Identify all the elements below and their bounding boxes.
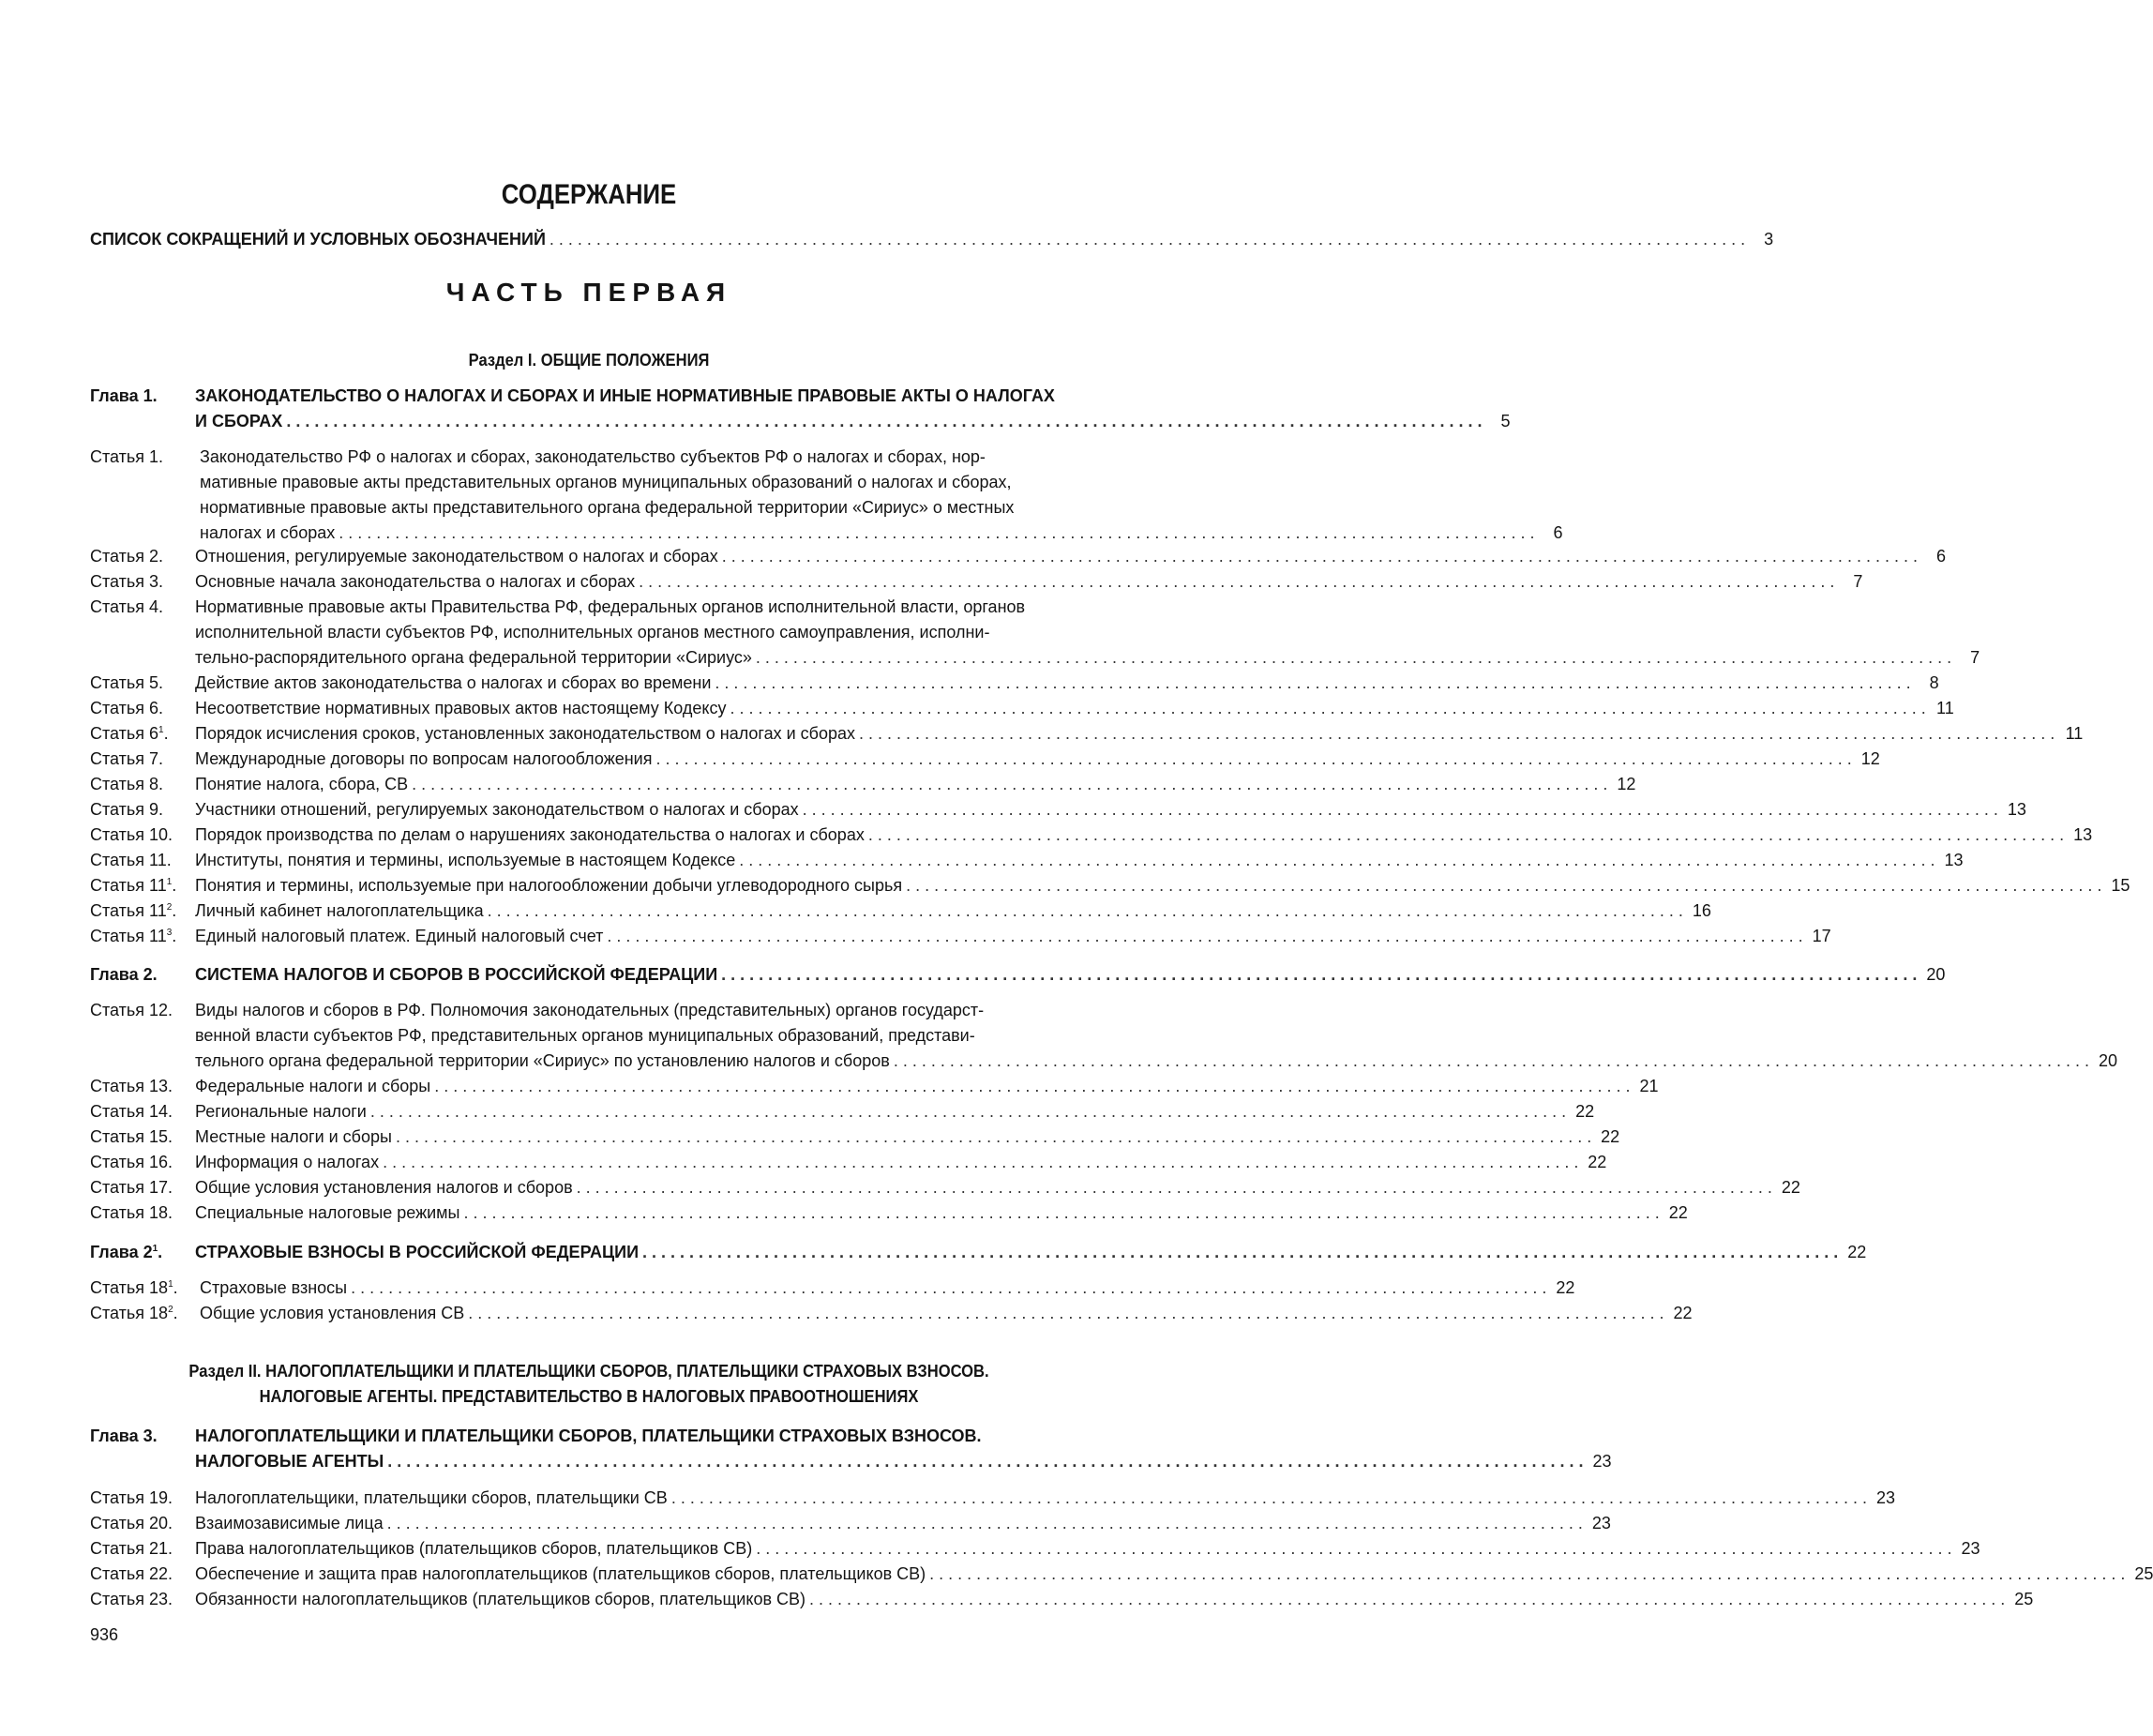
- entry-text: Местные налоги и сборы: [195, 1127, 392, 1146]
- page-ref: 8: [1929, 673, 1939, 692]
- article-label: Статья $11^3$.: [90, 927, 177, 945]
- toc-entry-article-11-1[interactable]: [90, 873, 2130, 898]
- leader-dots: [577, 1175, 1772, 1200]
- entry-text: Единый налоговый платеж. Единый налоговый счет: [195, 927, 604, 945]
- article-label: Статья 21.: [90, 1539, 173, 1558]
- entry-text: СПИСОК СОКРАЩЕНИЙ И УСЛОВНЫХ ОБОЗНАЧЕНИЙ: [90, 230, 546, 249]
- entry-text: Участники отношений, регулируемых законодательством о налогах и сборах: [195, 800, 799, 819]
- leader-dots: [464, 1200, 1660, 1226]
- article-label: Статья 12.: [90, 1001, 173, 1019]
- toc-entry-chapter-3[interactable]: [90, 1424, 1612, 1474]
- toc-entry-abbreviations[interactable]: [90, 227, 1774, 252]
- superscript: 1: [158, 725, 164, 735]
- leader-dots: [803, 797, 1998, 823]
- entry-text-line: Нормативные правовые акты Правительства РФ, федеральных органов исполнительной власти, органов: [195, 597, 1026, 616]
- page-ref: 6: [1553, 523, 1563, 542]
- article-label: Статья 8.: [90, 775, 164, 793]
- entry-text: Несоответствие нормативных правовых актов настоящему Кодексу: [195, 699, 727, 717]
- leader-dots: [396, 1125, 1591, 1150]
- toc-entry-article-6[interactable]: [90, 696, 1954, 721]
- leader-dots: [868, 823, 2064, 848]
- entry-text: Отношения, регулируемые законодательством о налогах и сборах: [195, 547, 718, 566]
- article-label: Статья 10.: [90, 825, 173, 844]
- page-ref: 22: [1847, 1243, 1867, 1261]
- page-ref: 22: [1668, 1203, 1688, 1222]
- page-ref: 7: [1970, 648, 1980, 667]
- entry-text: Федеральные налоги и сборы: [195, 1077, 431, 1095]
- toc-entry-article-9[interactable]: [90, 797, 2026, 823]
- page-ref: 12: [1617, 775, 1636, 793]
- section-heading-2: [130, 1359, 1048, 1410]
- toc-entry-article-11-2[interactable]: [90, 898, 1711, 924]
- article-label: Статья $18^2$.: [90, 1304, 178, 1322]
- toc-entry-article-16[interactable]: [90, 1150, 1607, 1175]
- article-label: Статья $18^1$.: [90, 1278, 178, 1297]
- leader-dots: [383, 1150, 1578, 1175]
- leader-dots: [642, 1240, 1838, 1265]
- entry-text: Налогоплательщики, плательщики сборов, плательщики СВ: [195, 1488, 668, 1507]
- toc-entry-article-13[interactable]: [90, 1074, 1659, 1099]
- toc-entry-article-11[interactable]: [90, 848, 1964, 873]
- superscript: 3: [166, 928, 173, 938]
- leader-dots: [929, 1562, 2125, 1587]
- entry-text: Информация о налогах: [195, 1153, 380, 1171]
- entry-text: Общие условия установления СВ: [200, 1304, 465, 1322]
- page-title: СОДЕРЖАНИЕ: [501, 179, 677, 210]
- page-ref: 21: [1639, 1077, 1659, 1095]
- chapter-label: Глава 1.: [90, 386, 158, 405]
- toc-entry-article-17[interactable]: [90, 1175, 1800, 1200]
- toc-entry-chapter-1[interactable]: [90, 384, 1511, 434]
- superscript: 1: [168, 1279, 173, 1290]
- toc-entry-article-6-1[interactable]: [90, 721, 2084, 747]
- leader-dots: [894, 1049, 2089, 1074]
- leader-dots: [370, 1099, 1566, 1125]
- page-ref: 13: [2007, 800, 2026, 819]
- leader-dots: [859, 721, 2055, 747]
- toc-entry-article-21[interactable]: [90, 1536, 1980, 1562]
- entry-text-line: мативные правовые акты представительных органов муниципальных образований о налогах и сборах,: [200, 473, 1012, 491]
- entry-text: Страховые взносы: [200, 1278, 348, 1297]
- leader-dots: [715, 671, 1910, 696]
- toc-entry-article-12[interactable]: [90, 998, 2118, 1074]
- section-heading-line: НАЛОГОВЫЕ АГЕНТЫ. ПРЕДСТАВИТЕЛЬСТВО В НАЛОГОВЫХ ПРАВООТНОШЕНИЯХ: [259, 1387, 919, 1406]
- toc-entry-article-1[interactable]: [90, 445, 1563, 546]
- leader-dots: [739, 848, 1935, 873]
- page-ref: 12: [1860, 749, 1880, 768]
- article-label: Статья 11.: [90, 851, 172, 869]
- entry-text: Общие условия установления налогов и сборов: [195, 1178, 573, 1197]
- page-ref: 11: [1936, 699, 1954, 717]
- leader-dots: [671, 1486, 1867, 1511]
- article-label: Статья 2.: [90, 547, 164, 566]
- entry-text: Институты, понятия и термины, используемые в настоящем Кодексе: [195, 851, 736, 869]
- toc-entry-article-20[interactable]: [90, 1511, 1611, 1536]
- entry-text: Взаимозависимые лица: [195, 1514, 384, 1532]
- article-label: Статья 6.: [90, 699, 164, 717]
- article-label: Статья $11^2$.: [90, 901, 177, 920]
- entry-text-line: налогах и сборах: [200, 523, 336, 542]
- entry-text: Региональные налоги: [195, 1102, 367, 1121]
- page-ref: 22: [1556, 1278, 1575, 1297]
- article-label: Статья 18.: [90, 1203, 173, 1222]
- article-label: Статья 5.: [90, 673, 164, 692]
- entry-text: Основные начала законодательства о налогах и сборах: [195, 572, 636, 591]
- leader-dots: [488, 898, 1683, 924]
- entry-text-line: НАЛОГОПЛАТЕЛЬЩИКИ И ПЛАТЕЛЬЩИКИ СБОРОВ, ПЛАТЕЛЬЩИКИ СТРАХОВЫХ ВЗНОСОВ.: [195, 1427, 982, 1445]
- leader-dots: [756, 1536, 1951, 1562]
- entry-text: Права налогоплательщиков (плательщиков сборов, плательщиков СВ): [195, 1539, 753, 1558]
- page-ref: 13: [2073, 825, 2093, 844]
- article-label: Статья 9.: [90, 800, 164, 819]
- article-label: Статья 1.: [90, 447, 164, 466]
- article-label: Статья $11^1$.: [90, 876, 177, 895]
- toc-entry-article-23[interactable]: [90, 1587, 2034, 1612]
- leader-dots: [721, 962, 1917, 988]
- page-ref: 15: [2111, 876, 2130, 895]
- entry-text-line: нормативные правовые акты представительного органа федеральной территории «Сириус» о местных: [200, 498, 1015, 517]
- article-label: Статья 15.: [90, 1127, 173, 1146]
- leader-dots: [607, 924, 1802, 949]
- page-ref: 22: [1673, 1304, 1693, 1322]
- page-ref: 7: [1853, 572, 1863, 591]
- article-label: Статья 16.: [90, 1153, 173, 1171]
- toc-entry-article-18-1[interactable]: [90, 1276, 1575, 1301]
- entry-text-line: Законодательство РФ о налогах и сборах, законодательство субъектов РФ о налогах и сборах, нор-: [200, 447, 986, 466]
- superscript: 2: [168, 1305, 173, 1315]
- superscript: 2: [166, 902, 173, 913]
- entry-text-line: венной власти субъектов РФ, представительных органов муниципальных образований, представи-: [195, 1026, 975, 1045]
- entry-text: Обязанности налогоплательщиков (плательщиков сборов, плательщиков СВ): [195, 1590, 806, 1608]
- toc-entry-article-18[interactable]: [90, 1200, 1688, 1226]
- leader-dots: [387, 1449, 1583, 1474]
- superscript: 1: [152, 1244, 158, 1254]
- leader-dots: [412, 772, 1607, 797]
- article-label: Статья 19.: [90, 1488, 173, 1507]
- page-ref: 25: [2014, 1590, 2034, 1608]
- toc-entry-article-7[interactable]: [90, 747, 1880, 772]
- entry-text: Личный кабинет налогоплательщика: [195, 901, 484, 920]
- page-ref: 5: [1500, 412, 1511, 430]
- toc-entry-article-5[interactable]: [90, 671, 1939, 696]
- entry-text: Порядок производства по делам о нарушениях законодательства о налогах и сборах: [195, 825, 865, 844]
- entry-text: Обеспечение и защита прав налогоплательщиков (плательщиков сборов, плательщиков СВ): [195, 1564, 926, 1583]
- toc-entry-article-2[interactable]: [90, 544, 1946, 569]
- page-ref: 17: [1812, 927, 1831, 945]
- toc-entry-chapter-2-1[interactable]: [90, 1240, 1867, 1265]
- page-ref: 16: [1692, 901, 1711, 920]
- leader-dots: [387, 1511, 1583, 1536]
- leader-dots: [434, 1074, 1630, 1099]
- entry-text: СИСТЕМА НАЛОГОВ И СБОРОВ В РОССИЙСКОЙ ФЕДЕРАЦИИ: [195, 965, 718, 984]
- toc-entry-article-22[interactable]: [90, 1562, 2153, 1587]
- page-ref: 22: [1575, 1102, 1595, 1121]
- chapter-label: Глава $2^1$.: [90, 1243, 163, 1261]
- entry-text: Международные договоры по вопросам налогообложения: [195, 749, 653, 768]
- page-ref: 3: [1764, 230, 1774, 249]
- entry-text: Специальные налоговые режимы: [195, 1203, 460, 1222]
- page-ref: 22: [1781, 1178, 1800, 1197]
- part-heading: ЧАСТЬ ПЕРВАЯ: [445, 278, 732, 307]
- section-heading-line: Раздел II. НАЛОГОПЛАТЕЛЬЩИКИ И ПЛАТЕЛЬЩИКИ СБОРОВ, ПЛАТЕЛЬЩИКИ СТРАХОВЫХ ВЗНОСОВ.: [188, 1362, 989, 1381]
- section-heading-1: Раздел I. ОБЩИЕ ПОЛОЖЕНИЯ: [468, 351, 710, 370]
- leader-dots: [550, 227, 1745, 252]
- leader-dots: [639, 569, 1834, 595]
- entry-text-line: НАЛОГОВЫЕ АГЕНТЫ: [195, 1452, 384, 1471]
- page-ref: 22: [1588, 1153, 1607, 1171]
- leader-dots: [286, 409, 1482, 434]
- toc-entry-article-15[interactable]: [90, 1125, 1620, 1150]
- page-ref: 23: [1591, 1514, 1611, 1532]
- entry-text: СТРАХОВЫЕ ВЗНОСЫ В РОССИЙСКОЙ ФЕДЕРАЦИИ: [195, 1243, 640, 1261]
- entry-text: Понятия и термины, используемые при налогообложении добычи углеводородного сырья: [195, 876, 903, 895]
- entry-text-line: тельного органа федеральной территории «Сириус» по установлению налогов и сборов: [195, 1051, 890, 1070]
- page-ref: 20: [1926, 965, 1946, 984]
- leader-dots: [730, 696, 1925, 721]
- article-label: Статья 17.: [90, 1178, 173, 1197]
- page-ref: 20: [2099, 1051, 2118, 1070]
- superscript: 1: [166, 877, 173, 887]
- toc-entry-chapter-2[interactable]: [90, 962, 1946, 988]
- entry-text: Действие актов законодательства о налогах и сборах во времени: [195, 673, 712, 692]
- page-ref: 6: [1935, 547, 1946, 566]
- page-ref: 11: [2065, 724, 2084, 743]
- entry-text: Порядок исчисления сроков, установленных законодательством о налогах и сборах: [195, 724, 856, 743]
- entry-text-line: ЗАКОНОДАТЕЛЬСТВО О НАЛОГАХ И СБОРАХ И ИНЫЕ НОРМАТИВНЫЕ ПРАВОВЫЕ АКТЫ О НАЛОГАХ: [195, 386, 1055, 405]
- leader-dots: [468, 1301, 1664, 1326]
- toc-page: [90, 0, 2153, 1736]
- article-label: Статья $6^1$.: [90, 724, 169, 743]
- toc-entry-article-8[interactable]: [90, 772, 1636, 797]
- toc-entry-article-4[interactable]: [90, 595, 1980, 671]
- chapter-label: Глава 2.: [90, 965, 158, 984]
- article-label: Статья 7.: [90, 749, 164, 768]
- leader-dots: [809, 1587, 2005, 1612]
- leader-dots: [339, 521, 1534, 546]
- entry-text: Понятие налога, сбора, СВ: [195, 775, 409, 793]
- chapter-label: Глава 3.: [90, 1427, 158, 1445]
- leader-dots: [656, 747, 1852, 772]
- article-label: Статья 3.: [90, 572, 164, 591]
- leader-dots: [756, 645, 1951, 671]
- page-number: 936: [90, 1625, 119, 1644]
- toc-entry-article-19[interactable]: [90, 1486, 1896, 1511]
- toc-entry-article-11-3[interactable]: [90, 924, 1831, 949]
- entry-text-line: И СБОРАХ: [195, 412, 283, 430]
- leader-dots: [722, 544, 1918, 569]
- leader-dots: [906, 873, 2101, 898]
- page-ref: 23: [1876, 1488, 1896, 1507]
- article-label: Статья 23.: [90, 1590, 173, 1608]
- toc-entry-article-14[interactable]: [90, 1099, 1595, 1125]
- toc-entry-article-3[interactable]: [90, 569, 1863, 595]
- toc-entry-article-10[interactable]: [90, 823, 2093, 848]
- page-ref: 13: [1944, 851, 1964, 869]
- article-label: Статья 13.: [90, 1077, 173, 1095]
- entry-text-line: Виды налогов и сборов в РФ. Полномочия законодательных (представительных) органов государст-: [195, 1001, 985, 1019]
- article-label: Статья 20.: [90, 1514, 173, 1532]
- article-label: Статья 14.: [90, 1102, 173, 1121]
- entry-text-line: тельно-распорядительного органа федеральной территории «Сириус»: [195, 648, 752, 667]
- article-label: Статья 4.: [90, 597, 164, 616]
- entry-text-line: исполнительной власти субъектов РФ, исполнительных органов местного самоуправления, исполни-: [195, 623, 990, 642]
- page-ref: 22: [1601, 1127, 1620, 1146]
- page-ref: 25: [2134, 1564, 2153, 1583]
- article-label: Статья 22.: [90, 1564, 173, 1583]
- page-ref: 23: [1961, 1539, 1980, 1558]
- toc-entry-article-18-2[interactable]: [90, 1301, 1693, 1326]
- page-ref: 23: [1592, 1452, 1612, 1471]
- leader-dots: [351, 1276, 1546, 1301]
